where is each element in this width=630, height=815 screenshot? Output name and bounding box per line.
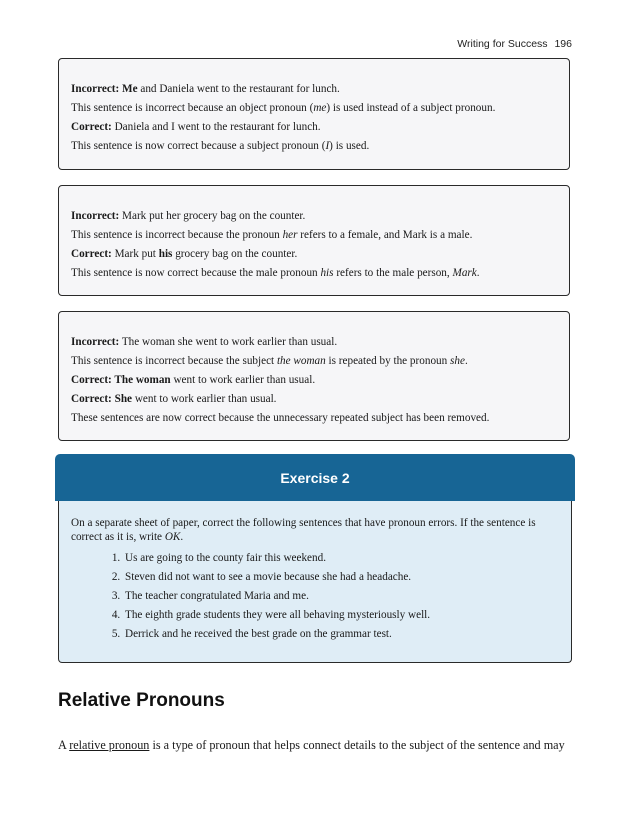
- book-title: Writing for Success: [457, 38, 548, 50]
- incorrect-sentence: Incorrect: Mark put her grocery bag on the counter.: [71, 210, 306, 222]
- example-box-3: [58, 311, 570, 441]
- list-item: 4. The eighth grade students they were all behaving mysteriously well.: [123, 609, 559, 622]
- incorrect-sentence: Incorrect: The woman she went to work earlier than usual.: [71, 336, 338, 348]
- exercise-box: [58, 454, 572, 663]
- exercise-body: [58, 501, 572, 663]
- correct-sentence: Correct: Daniela and I went to the restaurant for lunch.: [71, 121, 321, 133]
- explanation: This sentence is incorrect because the subject the woman is repeated by the pronoun she.: [71, 355, 468, 367]
- section-heading: Relative Pronouns: [58, 690, 225, 711]
- list-item: 5. Derrick and he received the best grade on the grammar test.: [123, 628, 559, 641]
- correction-summary: These sentences are now correct because the unnecessary repeated subject has been removed.: [71, 412, 490, 424]
- incorrect-sentence: Incorrect: Me and Daniela went to the restaurant for lunch.: [71, 83, 340, 95]
- correct-sentence: Correct: Mark put his grocery bag on the counter.: [71, 248, 298, 260]
- correction-note: This sentence is now correct because a subject pronoun (I) is used.: [71, 140, 370, 152]
- explanation: This sentence is incorrect because the pronoun her refers to a female, and Mark is a male.: [71, 229, 473, 241]
- list-item: 1. Us are going to the county fair this weekend.: [123, 552, 559, 565]
- correction-note: This sentence is now correct because the male pronoun his refers to the male person, Mark.: [71, 267, 480, 279]
- exercise-instructions: On a separate sheet of paper, correct the following sentences that have pronoun errors. If the sentence is correct as it is, write OK.: [71, 517, 536, 543]
- correct-sentence-2: Correct: She went to work earlier than usual.: [71, 393, 277, 405]
- list-item: 3. The teacher congratulated Maria and me.: [123, 590, 559, 603]
- exercise-title: Exercise 2: [55, 454, 575, 501]
- exercise-list: [71, 552, 559, 641]
- body-paragraph: A relative pronoun is a type of pronoun that helps connect details to the subject of the sentence and may: [58, 738, 565, 752]
- example-box-2: [58, 185, 570, 296]
- correct-sentence-1: Correct: The woman went to work earlier than usual.: [71, 374, 316, 386]
- running-header: [457, 38, 572, 50]
- page-number: 196: [554, 38, 572, 50]
- list-item: 2. Steven did not want to see a movie because she had a headache.: [123, 571, 559, 584]
- explanation: This sentence is incorrect because an object pronoun (me) is used instead of a subject pronoun.: [71, 102, 496, 114]
- example-box-1: [58, 58, 570, 170]
- relative-pronoun-link[interactable]: relative pronoun: [69, 738, 150, 752]
